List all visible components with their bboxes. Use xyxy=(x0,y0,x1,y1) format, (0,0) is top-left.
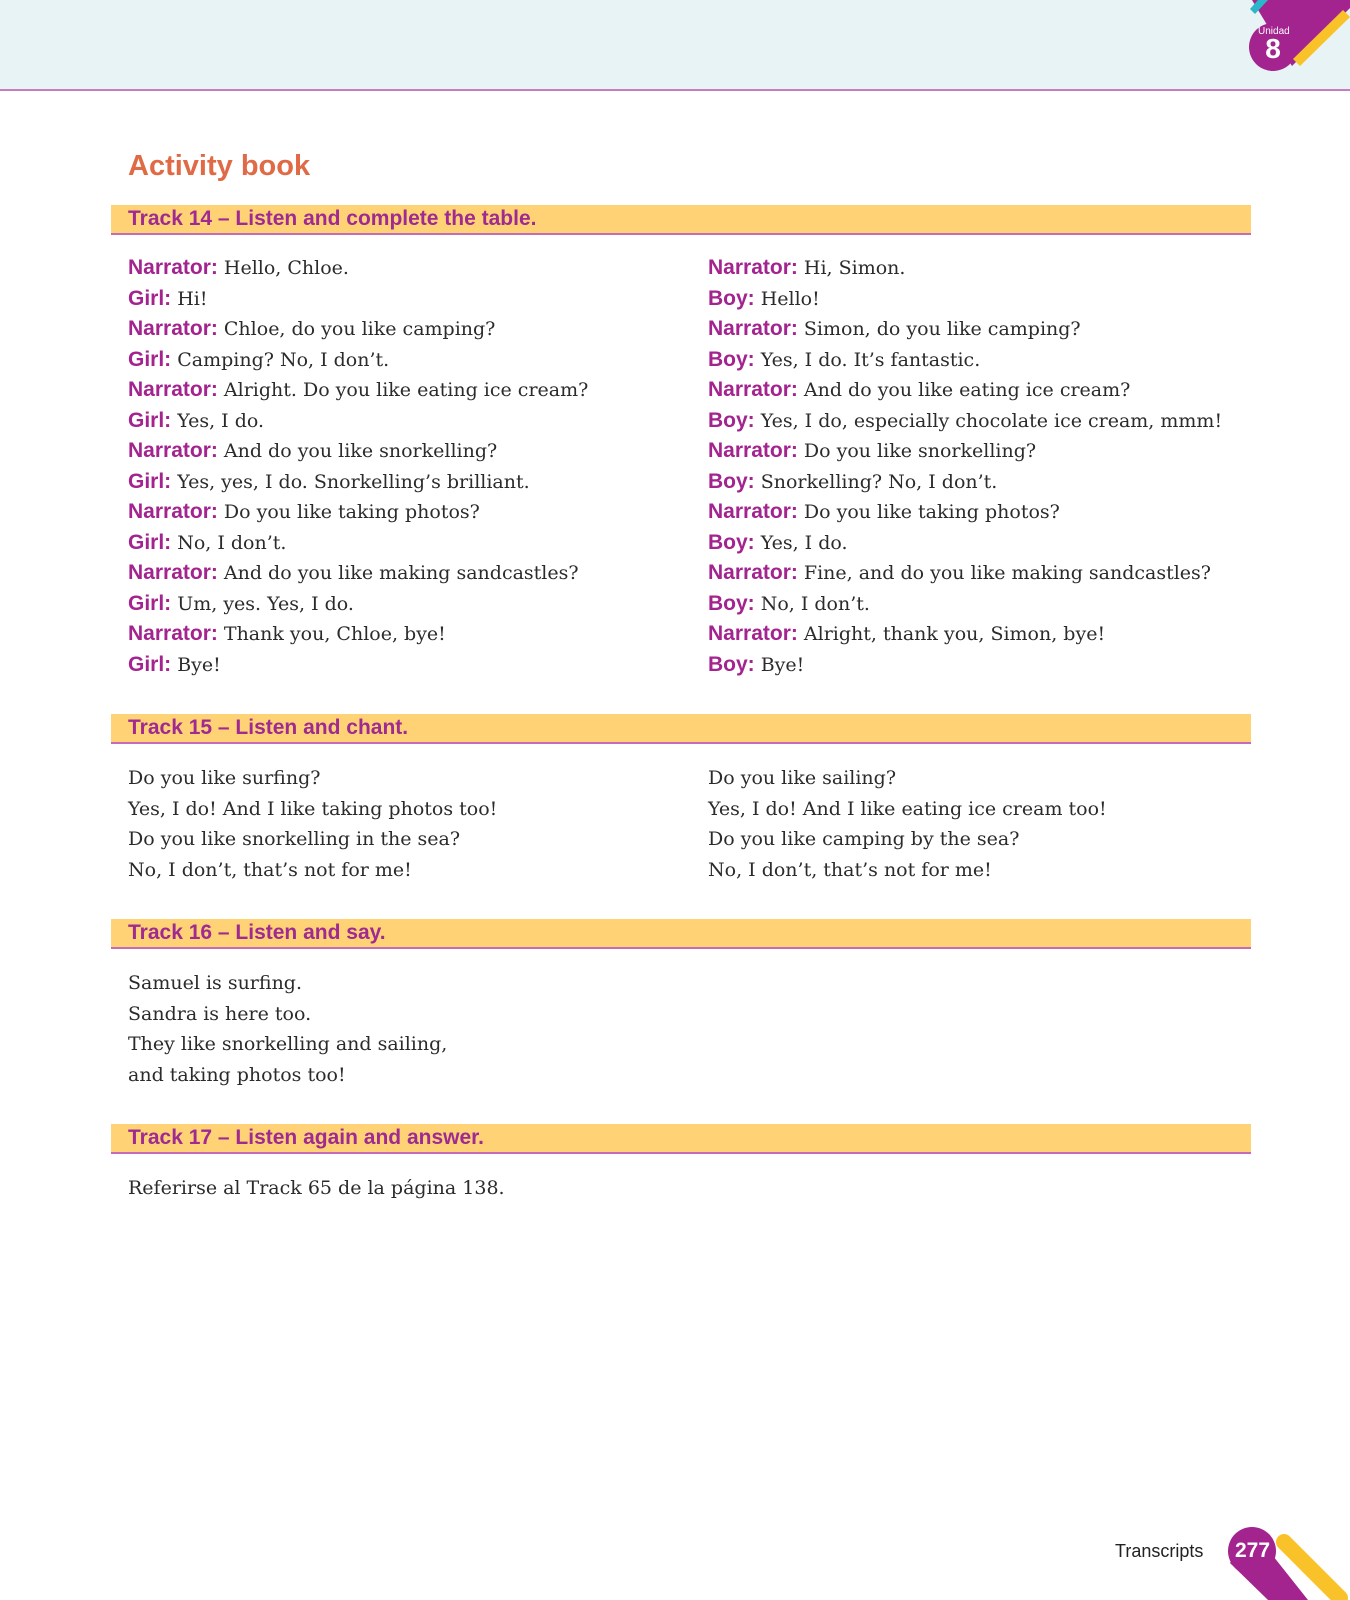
text-line: Sandra is here too. xyxy=(128,1002,312,1025)
unit-label: Unidad xyxy=(1258,26,1290,37)
speaker-label: Girl: xyxy=(128,347,172,371)
speaker-label: Narrator: xyxy=(708,378,798,401)
dialogue-line xyxy=(708,650,1268,681)
speaker-label: Narrator: xyxy=(128,500,218,523)
speaker-label: Narrator: xyxy=(128,561,218,584)
track-16-title: Track 16 – Listen and say. xyxy=(128,921,386,944)
text-line: Do you like camping by the sea? xyxy=(708,828,1020,850)
unit-number: 8 xyxy=(1265,33,1281,64)
page-number: 277 xyxy=(1234,1539,1271,1562)
dialogue-line xyxy=(128,406,688,437)
track-14-left-column xyxy=(128,253,688,680)
dialogue-line xyxy=(128,528,688,559)
speaker-label: Girl: xyxy=(128,286,172,310)
speaker-label: Girl: xyxy=(128,591,172,615)
dialogue-text: Hello! xyxy=(754,287,820,310)
speaker-label: Narrator: xyxy=(708,500,798,523)
speaker-label: Narrator: xyxy=(128,256,218,279)
dialogue-text: Yes, I do, especially chocolate ice cream, mmm! xyxy=(754,409,1223,432)
dialogue-line xyxy=(708,589,1268,620)
track-15-title: Track 15 – Listen and chant. xyxy=(128,716,409,739)
text-line: and taking photos too! xyxy=(128,1063,346,1086)
track-14-header xyxy=(111,205,1251,235)
text-line: Do you like snorkelling in the sea? xyxy=(128,828,461,850)
dialogue-text: Alright, thank you, Simon, bye! xyxy=(797,623,1106,645)
speaker-label: Narrator: xyxy=(708,622,798,645)
dialogue-text: Yes, yes, I do. Snorkelling’s brilliant. xyxy=(171,470,530,493)
text-line: Yes, I do! And I like eating ice cream too! xyxy=(708,797,1107,820)
header-band xyxy=(0,0,1350,91)
dialogue-line xyxy=(708,528,1268,559)
dialogue-text: Do you like taking photos? xyxy=(797,501,1060,523)
dialogue-text: And do you like making sandcastles? xyxy=(217,562,579,584)
dialogue-text: And do you like eating ice cream? xyxy=(797,379,1131,401)
speaker-label: Narrator: xyxy=(128,622,218,645)
dialogue-line xyxy=(128,375,688,406)
speaker-label: Boy: xyxy=(708,591,755,615)
dialogue-line xyxy=(128,314,688,345)
dialogue-text: Bye! xyxy=(754,653,805,676)
dialogue-text: Yes, I do. It’s fantastic. xyxy=(754,348,981,371)
dialogue-text: Hello, Chloe. xyxy=(217,257,349,279)
dialogue-text: Snorkelling? No, I don’t. xyxy=(754,470,998,493)
dialogue-text: Do you like taking photos? xyxy=(217,501,480,523)
speaker-label: Girl: xyxy=(128,408,172,432)
dialogue-line xyxy=(128,253,688,284)
dialogue-text: Hi! xyxy=(171,287,208,310)
dialogue-line xyxy=(128,284,688,315)
dialogue-text: Simon, do you like camping? xyxy=(797,318,1081,340)
speaker-label: Narrator: xyxy=(128,317,218,340)
dialogue-text: Yes, I do. xyxy=(171,409,265,432)
dialogue-text: Thank you, Chloe, bye! xyxy=(217,623,446,645)
text-line: No, I don’t, that’s not for me! xyxy=(128,858,412,881)
track-14-title: Track 14 – Listen and complete the table. xyxy=(128,207,537,230)
text-line: No, I don’t, that’s not for me! xyxy=(708,858,992,881)
speaker-label: Boy: xyxy=(708,530,755,554)
track-15-header xyxy=(111,714,1251,744)
dialogue-line xyxy=(128,345,688,376)
text-line: Referirse al Track 65 de la página 138. xyxy=(128,1177,505,1199)
track-14-right-column xyxy=(708,253,1268,680)
dialogue-text: And do you like snorkelling? xyxy=(217,440,498,462)
speaker-label: Narrator: xyxy=(708,561,798,584)
speaker-label: Narrator: xyxy=(708,439,798,462)
speaker-label: Girl: xyxy=(128,652,172,676)
dialogue-line xyxy=(708,619,1268,650)
dialogue-text: Do you like snorkelling? xyxy=(797,440,1037,462)
track-16-column xyxy=(128,968,688,1090)
speaker-label: Girl: xyxy=(128,469,172,493)
speaker-label: Boy: xyxy=(708,408,755,432)
dialogue-line xyxy=(708,284,1268,315)
dialogue-line xyxy=(708,436,1268,467)
speaker-label: Narrator: xyxy=(708,317,798,340)
text-line: Samuel is surfing. xyxy=(128,972,303,994)
dialogue-line xyxy=(128,558,688,589)
track-15-left-column xyxy=(128,763,688,885)
dialogue-line xyxy=(128,650,688,681)
dialogue-line xyxy=(708,375,1268,406)
dialogue-text: Hi, Simon. xyxy=(797,257,906,279)
section-title: Activity book xyxy=(128,150,311,182)
speaker-label: Girl: xyxy=(128,530,172,554)
dialogue-line xyxy=(708,345,1268,376)
text-line: They like snorkelling and sailing, xyxy=(128,1033,448,1055)
dialogue-line xyxy=(128,497,688,528)
dialogue-text: Camping? No, I don’t. xyxy=(171,348,390,371)
dialogue-line xyxy=(708,314,1268,345)
dialogue-text: Yes, I do. xyxy=(754,531,848,554)
dialogue-line xyxy=(708,558,1268,589)
dialogue-line xyxy=(128,619,688,650)
unit-badge-icon xyxy=(1240,0,1350,75)
track-17-header xyxy=(111,1124,1251,1154)
footer-label: Transcripts xyxy=(1115,1541,1204,1561)
speaker-label: Boy: xyxy=(708,652,755,676)
track-17-column xyxy=(128,1173,688,1204)
dialogue-line xyxy=(128,467,688,498)
track-16-header xyxy=(111,919,1251,949)
dialogue-line xyxy=(708,406,1268,437)
speaker-label: Boy: xyxy=(708,286,755,310)
text-line: Yes, I do! And I like taking photos too! xyxy=(128,797,498,820)
dialogue-text: No, I don’t. xyxy=(754,592,870,615)
speaker-label: Boy: xyxy=(708,469,755,493)
track-17-title: Track 17 – Listen again and answer. xyxy=(128,1126,484,1149)
dialogue-line xyxy=(708,467,1268,498)
speaker-label: Narrator: xyxy=(128,378,218,401)
dialogue-text: Chloe, do you like camping? xyxy=(217,318,496,340)
dialogue-line xyxy=(708,253,1268,284)
text-line: Do you like surfing? xyxy=(128,767,321,789)
dialogue-line xyxy=(128,436,688,467)
dialogue-text: Alright. Do you like eating ice cream? xyxy=(217,379,589,401)
text-line: Do you like sailing? xyxy=(708,767,897,789)
dialogue-line xyxy=(128,589,688,620)
dialogue-line xyxy=(708,497,1268,528)
dialogue-text: Um, yes. Yes, I do. xyxy=(171,592,354,615)
track-15-right-column xyxy=(708,763,1268,885)
dialogue-text: No, I don’t. xyxy=(171,531,287,554)
speaker-label: Narrator: xyxy=(708,256,798,279)
dialogue-text: Fine, and do you like making sandcastles? xyxy=(797,562,1211,584)
speaker-label: Narrator: xyxy=(128,439,218,462)
dialogue-text: Bye! xyxy=(171,653,221,676)
speaker-label: Boy: xyxy=(708,347,755,371)
